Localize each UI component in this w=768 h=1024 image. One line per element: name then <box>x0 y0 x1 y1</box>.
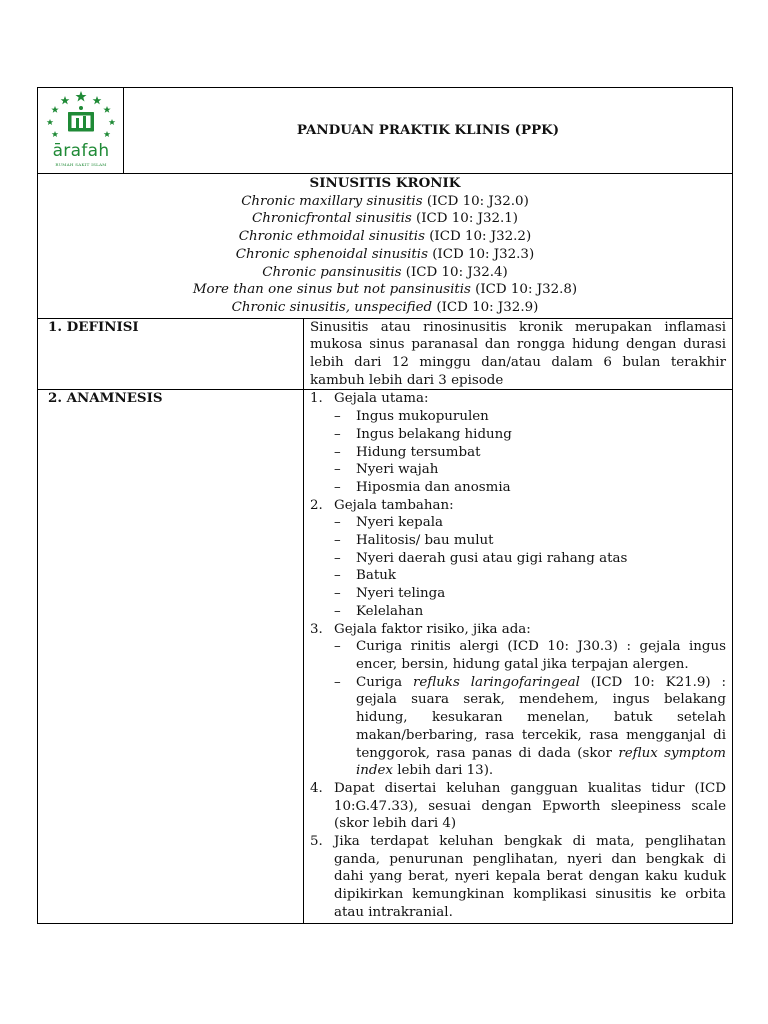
item-text: Gejala utama: <box>334 391 429 407</box>
item-number: 5. <box>310 834 323 850</box>
sub-item-text: Kelelahan <box>356 603 424 619</box>
icd-code: (ICD 10: J32.0) <box>422 193 529 209</box>
item-number: 2. <box>310 497 323 513</box>
dash-bullet: – <box>334 444 341 460</box>
numbered-item <box>310 621 726 639</box>
sub-item-text <box>356 674 726 780</box>
sub-item <box>310 479 726 497</box>
icd-code-line <box>38 228 732 246</box>
sub-item <box>310 674 726 780</box>
anamnesis-row <box>38 390 732 922</box>
sub-item-text: Hiposmia dan anosmia <box>356 479 511 495</box>
dash-bullet: – <box>334 409 341 425</box>
numbered-item <box>310 390 726 408</box>
sub-item <box>310 638 726 673</box>
icd-name: Chronic maxillary sinusitis <box>241 193 423 209</box>
icd-code-line <box>38 246 732 264</box>
italic-term: refluks laringofaringeal <box>412 674 580 690</box>
dash-bullet: – <box>334 479 341 495</box>
item-number: 3. <box>310 621 323 637</box>
definisi-row <box>38 319 732 391</box>
sub-item <box>310 461 726 479</box>
dash-bullet: – <box>334 533 341 549</box>
text-run: (ICD 10: K21.9) : gejala suara serak, mendehem, ingus belakang hidung, kesukaran menelan, batuk setelah makan/berbaring, rasa tercekik, rasa mengganjal di tenggorok, rasa panas di dada (skor <box>356 674 726 761</box>
diagnosis-title: SINUSITIS KRONIK <box>309 175 461 191</box>
logo-subtitle: RUMAH SAKIT ISLAM <box>55 162 107 167</box>
numbered-item <box>310 780 726 833</box>
dash-bullet: – <box>334 603 341 619</box>
sub-item <box>310 514 726 532</box>
definisi-label: 1. DEFINISI <box>38 319 304 390</box>
sub-item <box>310 408 726 426</box>
diagnosis-title-block <box>38 174 732 319</box>
icd-code-line <box>38 281 732 299</box>
icd-name: Chronicfrontal sinusitis <box>251 211 412 227</box>
sub-item-text: Ingus mukopurulen <box>356 409 489 425</box>
sub-item-text: Nyeri wajah <box>356 462 439 478</box>
dash-bullet: – <box>334 586 341 602</box>
sub-item-text: Nyeri daerah gusi atau gigi rahang atas <box>356 550 628 566</box>
sub-item <box>310 532 726 550</box>
icd-name: Chronic ethmoidal sinusitis <box>238 229 425 245</box>
icd-code: (ICD 10: J32.9) <box>432 299 539 315</box>
numbered-item <box>310 833 726 922</box>
sub-item <box>310 603 726 621</box>
sub-item <box>310 567 726 585</box>
icd-code: (ICD 10: J32.4) <box>401 264 508 280</box>
numbered-item <box>310 497 726 515</box>
arafah-emblem-icon <box>41 90 121 146</box>
sub-item-text: Ingus belakang hidung <box>356 426 512 442</box>
italic-term: reflux symptom index <box>356 745 726 779</box>
sub-item-text: Halitosis/ bau mulut <box>356 533 494 549</box>
icd-code: (ICD 10: J32.3) <box>427 246 535 262</box>
icd-name: More than one sinus but not pansinusitis <box>192 282 471 298</box>
icd-code-line <box>38 264 732 282</box>
sub-item <box>310 426 726 444</box>
item-text: Dapat disertai keluhan gangguan kualitas tidur (ICD 10:G.47.33), sesuai dengan Epworth sleepiness scale (skor lebih dari 4) <box>334 780 726 832</box>
sub-item-text: Nyeri telinga <box>356 586 446 602</box>
item-number: 4. <box>310 780 323 796</box>
text-run: Curiga <box>356 674 413 690</box>
item-text: Gejala tambahan: <box>334 497 454 513</box>
item-text: Gejala faktor risiko, jika ada: <box>334 621 531 637</box>
document-title: PANDUAN PRAKTIK KLINIS (PPK) <box>296 122 560 138</box>
definisi-text: Sinusitis atau rinosinusitis kronik merupakan inflamasi mukosa sinus paranasal dan rongga hidung dengan durasi lebih dari 12 minggu dan/atau dalam 6 bulan terakhir kambuh lebih dari 3 episode <box>310 319 726 388</box>
dash-bullet: – <box>334 568 341 584</box>
dash-bullet: – <box>334 674 341 690</box>
icd-code: (ICD 10: J32.2) <box>424 229 532 245</box>
sub-item-text: Batuk <box>356 568 396 584</box>
anamnesis-content <box>304 390 732 922</box>
anamnesis-label: 2. ANAMNESIS <box>38 390 304 922</box>
icd-code-line <box>38 210 732 228</box>
icd-code: (ICD 10: J32.8) <box>470 282 578 298</box>
icd-code-line <box>38 299 732 317</box>
item-text: Jika terdapat keluhan bengkak di mata, penglihatan ganda, penurunan penglihatan, nyeri dan bengkak di dahi yang berat, nyeri kepala berat dengan kaku kuduk dipikirkan kemungkinan komplikasi sinusitis ke orbita atau intrakranial. <box>334 834 726 920</box>
dash-bullet: – <box>334 462 341 478</box>
logo-wordmark: ārafah <box>52 141 110 161</box>
dash-bullet: – <box>334 426 341 442</box>
text-run: lebih dari 13). <box>392 763 494 779</box>
dash-bullet: – <box>334 550 341 566</box>
icd-name: Chronic pansinusitis <box>262 264 402 280</box>
sub-item-text: Hidung tersumbat <box>356 444 481 460</box>
dash-bullet: – <box>334 639 341 655</box>
ppk-document-table <box>37 87 733 924</box>
sub-item <box>310 444 726 462</box>
sub-item <box>310 550 726 568</box>
icd-name: Chronic sphenoidal sinusitis <box>235 246 428 262</box>
icd-name: Chronic sinusitis, unspecified <box>231 299 433 315</box>
sub-item <box>310 585 726 603</box>
sub-item-text: Nyeri kepala <box>356 515 444 531</box>
icd-code: (ICD 10: J32.1) <box>411 211 518 227</box>
hospital-logo <box>38 88 124 173</box>
header-row <box>38 88 732 174</box>
sub-item-text: Curiga rinitis alergi (ICD 10: J30.3) : gejala ingus encer, bersin, hidung gatal jika terpajan alergen. <box>356 639 726 672</box>
icd-code-line <box>38 193 732 211</box>
dash-bullet: – <box>334 515 341 531</box>
item-number: 1. <box>310 391 323 407</box>
